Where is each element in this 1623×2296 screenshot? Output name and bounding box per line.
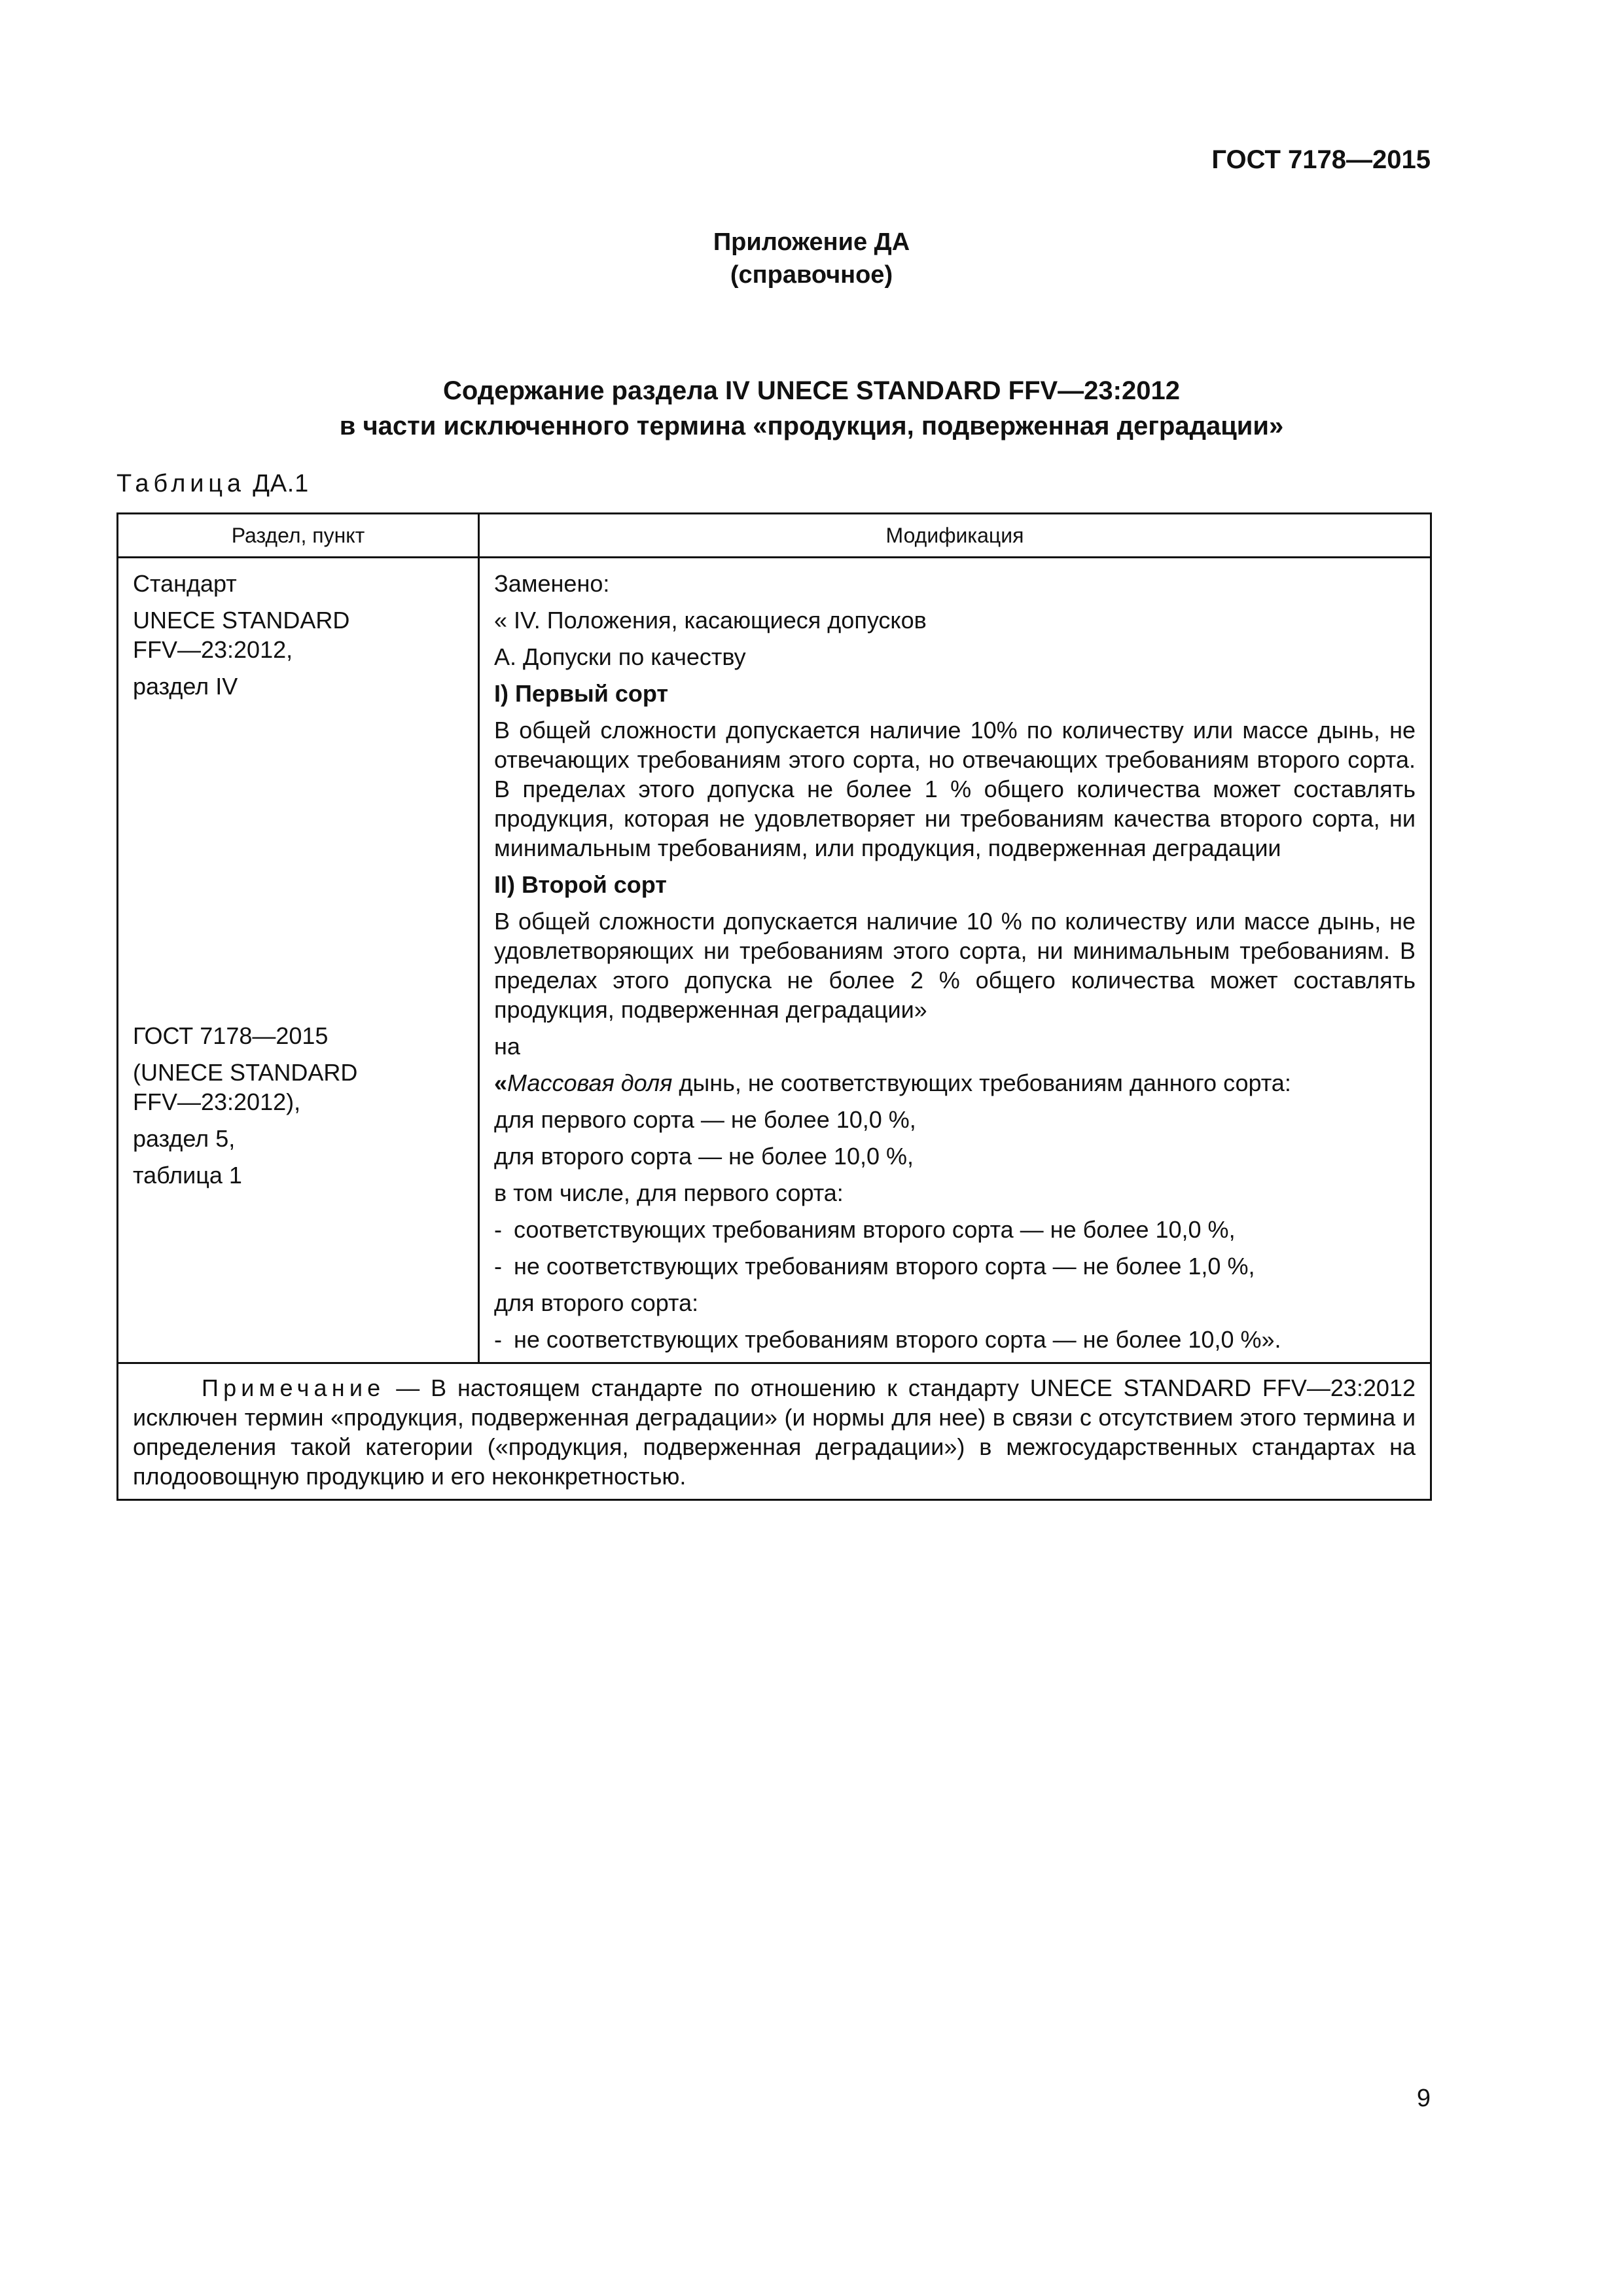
header-section: Раздел, пункт [118, 514, 479, 558]
left-table-1: таблица 1 [133, 1162, 242, 1189]
replaced-label: Заменено: [494, 570, 610, 597]
appendix-kind: (справочное) [730, 261, 893, 289]
on-word: на [494, 1033, 520, 1060]
grade2-text: В общей сложности допускается наличие 10 % по количеству или массе дынь, не удовлетворяющих ни требованиям этого сорта, ни минимальным требованиям. В пределах этого допуска не более 2 % общего количества может составлять продукция, подверженная деградации» [494, 908, 1416, 1023]
modification-cell [479, 558, 1431, 1363]
appendix-title: Приложение ДА [713, 228, 910, 256]
table-label [116, 470, 309, 498]
second-grade-limit: для второго сорта — не более 10,0 %, [494, 1143, 914, 1170]
table-row [118, 558, 1431, 1363]
left-gost: ГОСТ 7178—2015 [133, 1022, 329, 1049]
modification-table [116, 512, 1432, 1501]
section-title [0, 373, 1623, 444]
left-spacer [133, 708, 463, 1021]
note-label: Примечание [202, 1374, 385, 1401]
grade2-title: II) Второй сорт [494, 871, 667, 898]
note-row [118, 1363, 1431, 1500]
section-title-line-2: в части исключенного термина «продукция, подверженная деградации» [339, 412, 1284, 440]
first-grade-limit: для первого сорта — не более 10,0 %, [494, 1106, 916, 1133]
left-standard: Стандарт [133, 570, 237, 597]
table-header-row [118, 514, 1431, 558]
section-cell [118, 558, 479, 1363]
left-section-5: раздел 5, [133, 1125, 236, 1152]
mass-italic: Массовая доля [507, 1069, 673, 1096]
appendix-heading [0, 226, 1623, 291]
bullet-3: - не соответствующих требованиям второго сорта — не более 10,0 %». [494, 1326, 1281, 1353]
bullet-1: - соответствующих требованиям второго сорта — не более 10,0 %, [494, 1216, 1236, 1243]
page-number: 9 [1416, 2085, 1431, 2112]
document-code: ГОСТ 7178—2015 [1211, 145, 1431, 174]
section-title-line-1: Содержание раздела IV UNECE STANDARD FFV—23:2012 [443, 376, 1180, 405]
left-unece: UNECE STANDARD FFV—23:2012, [133, 607, 350, 663]
including-first: в том числе, для первого сорта: [494, 1179, 844, 1206]
quote-open: « IV. Положения, касающиеся допусков [494, 607, 927, 634]
note-text: — В настоящем стандарте по отношению к стандарту UNECE STANDARD FFV—23:2012 исключен термин «продукция, подверженная деградации» (и нормы для нее) в связи с отсутствием этого термина и определения такой категории («продукция, подверженная деградации») в межгосударственных стандартах на плодоовощную продукцию и его неконкретностью. [133, 1374, 1416, 1490]
mass-quote: « [494, 1069, 508, 1096]
grade1-text: В общей сложности допускается наличие 10% по количеству или массе дынь, не отвечающих требованиям этого сорта, но отвечающих требованиям второго сорта. В пределах этого допуска не более 1 % общего количества может составлять продукция, которая не удовлетворяет ни требованиям качества второго сорта, ни минимальным требованиям, или продукция, подверженная деградации [494, 717, 1416, 861]
mass-fraction-line [494, 1068, 1416, 1098]
grade1-title: I) Первый сорт [494, 680, 669, 707]
note-cell [118, 1363, 1431, 1500]
bullet-3-text: не соответствующих требованиям второго сорта — не более 10,0 %». [514, 1326, 1281, 1353]
bullet-2: - не соответствующих требованиям второго сорта — не более 1,0 %, [494, 1253, 1255, 1280]
bullet-2-text: не соответствующих требованиям второго сорта — не более 1,0 %, [514, 1253, 1255, 1280]
for-second-grade: для второго сорта: [494, 1289, 699, 1316]
mass-rest: дынь, не соответствующих требованиям данного сорта: [672, 1069, 1291, 1096]
header-modification: Модификация [479, 514, 1431, 558]
left-unece-paren: (UNECE STANDARD FFV—23:2012), [133, 1059, 358, 1115]
table-label-number: ДА.1 [253, 470, 310, 497]
left-section-iv: раздел IV [133, 673, 238, 700]
tolerance-quality: А. Допуски по качеству [494, 643, 746, 670]
table-label-word: Таблица [116, 470, 245, 497]
bullet-1-text: соответствующих требованиям второго сорта — не более 10,0 %, [514, 1216, 1236, 1243]
